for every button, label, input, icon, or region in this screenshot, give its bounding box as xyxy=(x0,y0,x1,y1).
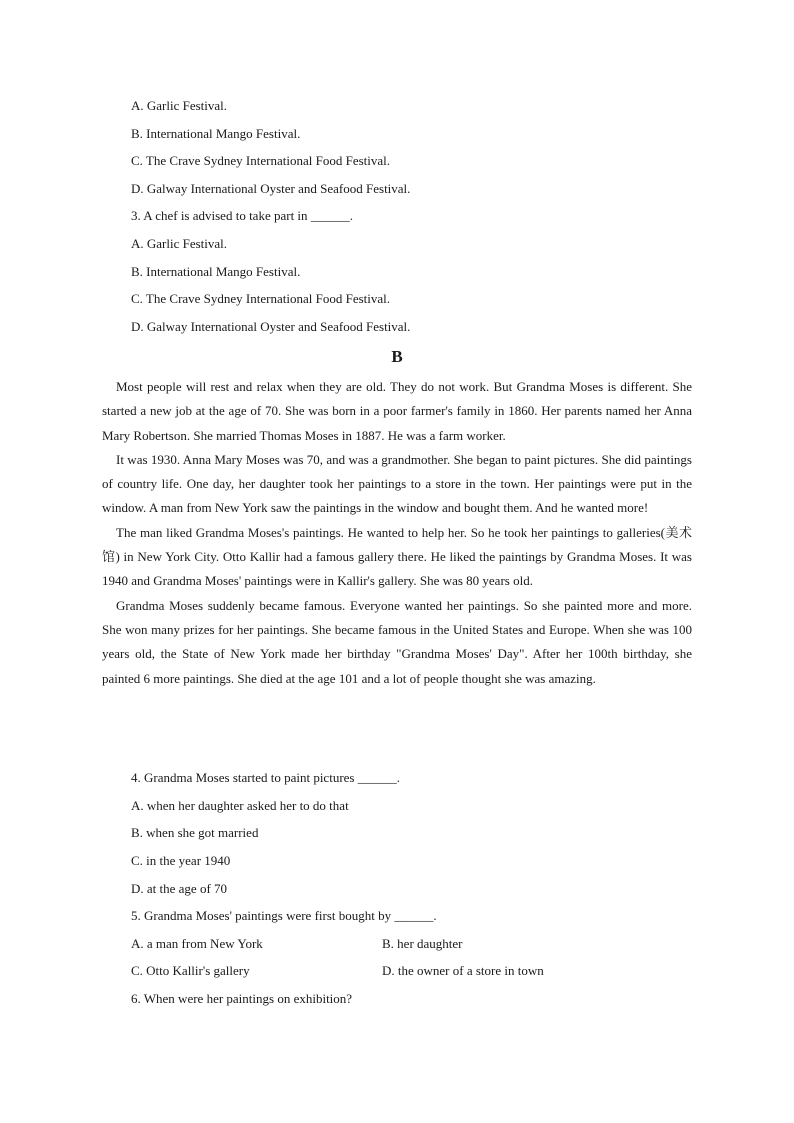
section-heading: B xyxy=(391,347,403,366)
q4-option-b: B. when she got married xyxy=(131,825,259,840)
q4-stem: 4. Grandma Moses started to paint pictures ______. xyxy=(131,770,400,785)
q2-option-c: C. The Crave Sydney International Food Festival. xyxy=(131,153,390,168)
q4-option-d: D. at the age of 70 xyxy=(131,881,228,896)
q3-option-a: A. Garlic Festival. xyxy=(131,236,228,251)
q3-stem: 3. A chef is advised to take part in ______. xyxy=(131,208,354,223)
q6-stem: 6. When were her paintings on exhibition? xyxy=(131,991,353,1006)
q2-option-a: A. Garlic Festival. xyxy=(131,98,228,113)
q5-option-c: C. Otto Kallir's gallery xyxy=(131,963,250,978)
q3-option-c: C. The Crave Sydney International Food Festival. xyxy=(131,291,390,306)
passage-paragraph-4: Grandma Moses suddenly became famous. Everyone wanted her paintings. So she painted more and more. She won many prizes for her paintings. She became famous in the United States and Europe. When she was 100 years old, the State of New York made her birthday "Grandma Moses' Day". After her 100th birthday, she painted 6 more paintings. She died at the age 101 and a lot of people thought she was amazing. xyxy=(102,597,692,686)
passage-paragraph-2: It was 1930. Anna Mary Moses was 70, and was a grandmother. She began to paint pictures. She did paintings of country life. One day, her daughter took her paintings to a store in the town. Her paintings were put in the window. A man from New York saw the paintings in the window and bought them. And he wanted more! xyxy=(102,451,692,516)
q5-option-a: A. a man from New York xyxy=(131,936,263,951)
q5-option-d: D. the owner of a store in town xyxy=(382,963,544,978)
passage xyxy=(102,375,692,691)
q3-option-b: B. International Mango Festival. xyxy=(131,264,301,279)
q5-option-b: B. her daughter xyxy=(382,936,463,951)
passage-paragraph-1: Most people will rest and relax when they are old. They do not work. But Grandma Moses is different. She started a new job at the age of 70. She was born in a poor farmer's family in 1860. Her parents named her Anna Mary Robertson. She married Thomas Moses in 1887. He was a farm worker. xyxy=(102,379,692,443)
passage-paragraph-3: The man liked Grandma Moses's paintings. He wanted to help her. So he took her paintings to galleries(美术馆) in New York City. Otto Kallir had a famous gallery there. He liked the paintings by Grandma Moses. It was 1940 and Grandma Moses' paintings were in Kallir's gallery. She was 80 years old. xyxy=(102,524,692,589)
q4-option-c: C. in the year 1940 xyxy=(131,853,231,868)
q3-option-d: D. Galway International Oyster and Seafood Festival. xyxy=(131,319,411,334)
q2-option-b: B. International Mango Festival. xyxy=(131,126,301,141)
q2-option-d: D. Galway International Oyster and Seafood Festival. xyxy=(131,181,411,196)
q4-option-a: A. when her daughter asked her to do that xyxy=(131,798,349,813)
q5-stem: 5. Grandma Moses' paintings were first bought by ______. xyxy=(131,908,437,923)
